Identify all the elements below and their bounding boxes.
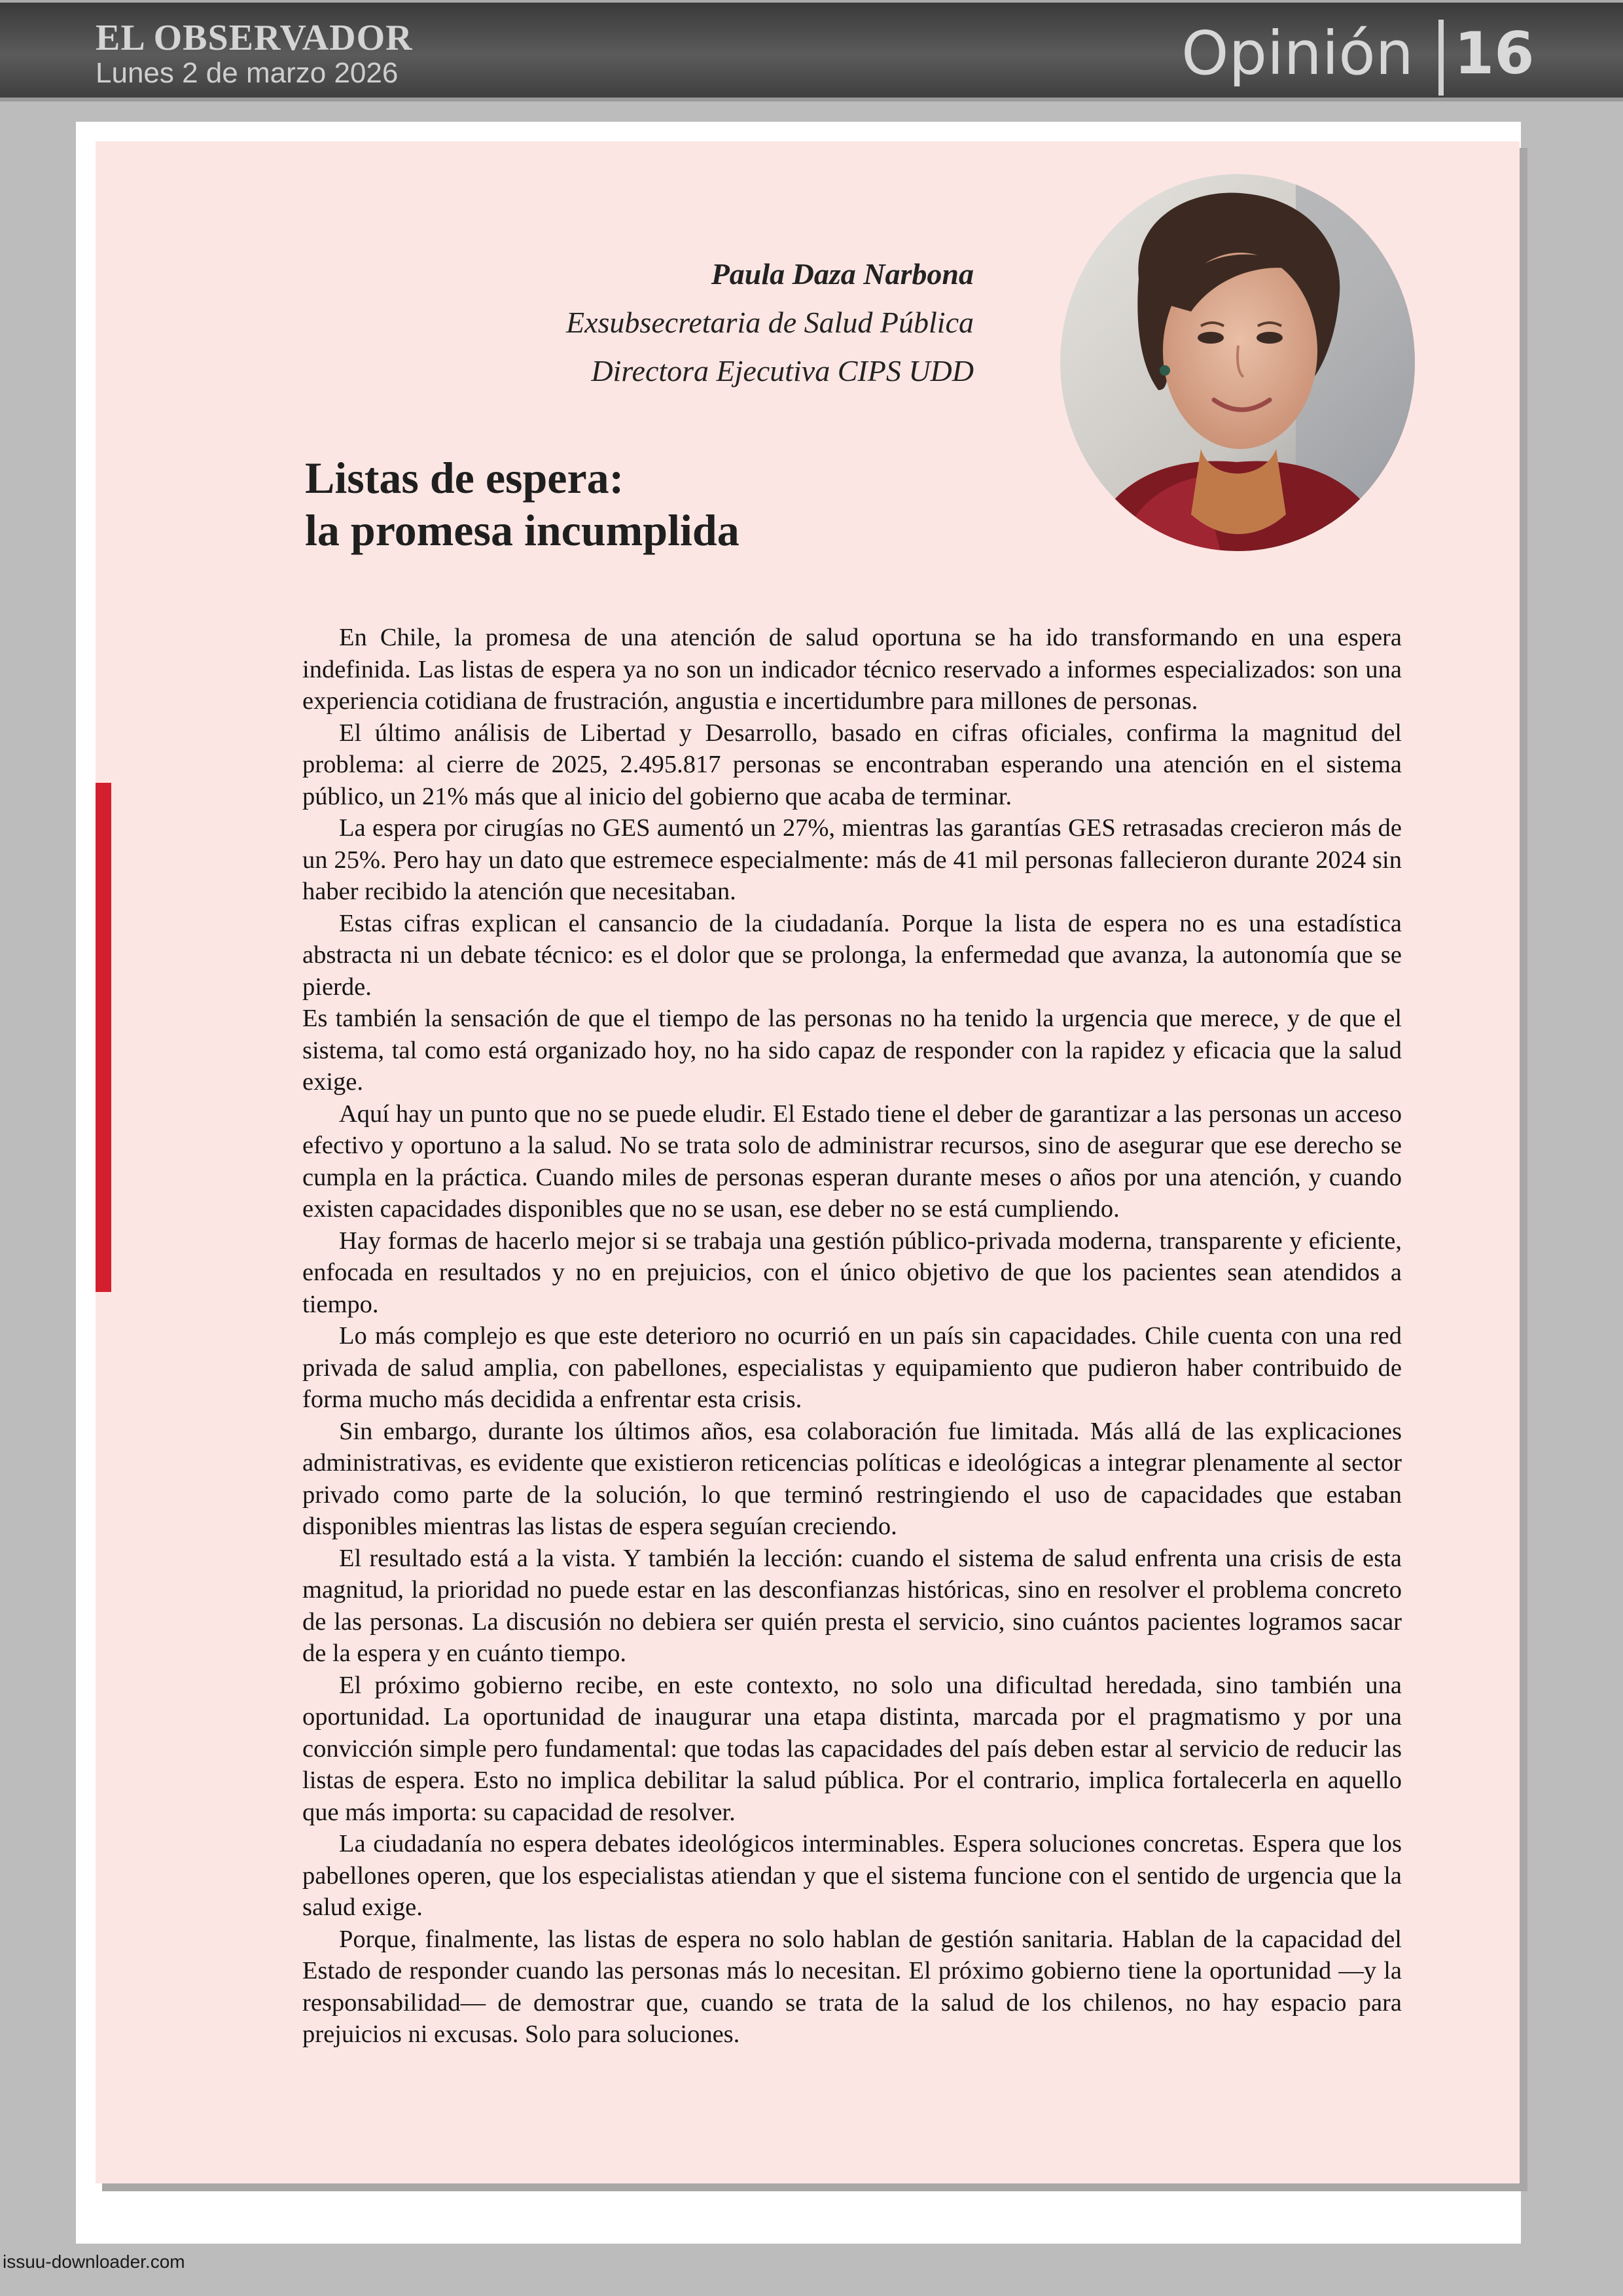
paragraph: En Chile, la promesa de una atención de salud oportuna se ha ido transformando en una espera indefinida. Las listas de espera ya no son un indicador técnico reservado a informes especializados: son una experiencia cotidiana de frustración, angustia e incertidumbre para millones de personas. <box>302 624 1402 715</box>
publication-name: EL OBSERVADOR <box>96 18 413 58</box>
page-divider <box>1438 20 1444 96</box>
page-number: 16 <box>1454 20 1535 87</box>
author-photo <box>1060 174 1415 551</box>
header-bar <box>0 0 1623 101</box>
author-role-2: Directora Ejecutiva CIPS UDD <box>591 354 974 387</box>
article-body <box>302 622 1402 2051</box>
paragraph: Lo más complejo es que este deterioro no ocurrió en un país sin capacidades. Chile cuenta con una red privada de salud amplia, con pabellones, especialistas y equipamiento que pudieron haber contribuido de forma mucho más decidida a enfrentar esta crisis. <box>302 1322 1402 1413</box>
paragraph: Hay formas de hacerlo mejor si se trabaja una gestión público-privada moderna, transparente y eficiente, enfocada en resultados y no en prejuicios, con el único objetivo de que los pacientes sean atendidos a tiempo. <box>302 1227 1402 1318</box>
paragraph: La espera por cirugías no GES aumentó un 27%, mientras las garantías GES retrasadas crecieron más de un 25%. Pero hay un dato que estremece especialmente: más de 41 mil personas fallecieron durante 2024 sin haber recibido la atención que necesitaban. <box>302 814 1402 905</box>
paragraph: La ciudadanía no espera debates ideológicos interminables. Espera soluciones concretas. Espera que los pabellones operen, que los especialistas atiendan y que el sistema funcione con el sentido de urgencia que la salud exige. <box>302 1830 1402 1921</box>
author-role-1: Exsubsecretaria de Salud Pública <box>566 306 974 339</box>
paragraph: Estas cifras explican el cansancio de la ciudadanía. Porque la lista de espera no es una estadística abstracta ni un debate técnico: es el dolor que se prolonga, la enfermedad que avanza, la autonomía que se pierde. <box>302 909 1402 1001</box>
section-title: Opinión <box>1181 18 1414 88</box>
title-line-2: la promesa incumplida <box>305 505 740 555</box>
portrait-illustration <box>1060 174 1415 551</box>
source-watermark: issuu-downloader.com <box>3 2251 185 2272</box>
paragraph: El último análisis de Libertad y Desarrollo, basado en cifras oficiales, confirma la magnitud del problema: al cierre de 2025, 2.495.817 personas se encontraban esperando una atención en el sistema público, un 21% más que al inicio del gobierno que acaba de terminar. <box>302 719 1402 810</box>
accent-bar <box>96 783 111 1292</box>
title-line-1: Listas de espera: <box>305 453 624 503</box>
paragraph: El resultado está a la vista. Y también la lección: cuando el sistema de salud enfrenta una crisis de esta magnitud, la prioridad no puede estar en las desconfianzas históricas, sino en resolver el problema concreto de las personas. La discusión no debiera ser quién presta el servicio, sino cuántos pacientes logramos sacar de la espera y en cuánto tiempo. <box>302 1544 1402 1667</box>
paragraph: Porque, finalmente, las listas de espera no solo hablan de gestión sanitaria. Hablan de la capacidad del Estado de responder cuando las personas más lo necesitan. El próximo gobierno tiene la oportunidad —y la responsabilidad— de demostrar que, cuando se trata de la salud de los chilenos, no hay espacio para prejuicios ni excusas. Solo para soluciones. <box>302 1925 1402 2048</box>
article-title <box>305 452 740 556</box>
paragraph: Es también la sensación de que el tiempo de las personas no ha tenido la urgencia que merece, y de que el sistema, tal como está organizado hoy, no ha sido capaz de responder con la rapidez y eficacia que la salud exige. <box>302 1005 1402 1096</box>
paragraph: El próximo gobierno recibe, en este contexto, no solo una dificultad heredada, sino también una oportunidad. La oportunidad de inaugurar una etapa distinta, marcada por el pragmatismo y por una convicción simple pero fundamental: que todas las capacidades del país deben estar al servicio de reducir las listas de espera. Esto no implica debilitar la salud pública. Por el contrario, implica fortalecerla en aquello que más importa: su capacidad de resolver. <box>302 1671 1402 1826</box>
issue-date: Lunes 2 de marzo 2026 <box>96 57 399 89</box>
author-name: Paula Daza Narbona <box>711 257 974 291</box>
paragraph: Aquí hay un punto que no se puede eludir. El Estado tiene el deber de garantizar a las personas un acceso efectivo y oportuno a la salud. No se trata solo de administrar recursos, sino de asegurar que ese derecho se cumpla en la práctica. Cuando miles de personas esperan durante meses o años por una atención, y cuando existen capacidades disponibles que no se usan, ese deber no se está cumpliendo. <box>302 1100 1402 1223</box>
paragraph: Sin embargo, durante los últimos años, esa colaboración fue limitada. Más allá de las explicaciones administrativas, es evidente que existieron reticencias políticas e ideológicas a integrar plenamente al sector privado como parte de la solución, lo que terminó restringiendo el uso de capacidades que estaban disponibles mientras las listas de espera seguían creciendo. <box>302 1417 1402 1540</box>
